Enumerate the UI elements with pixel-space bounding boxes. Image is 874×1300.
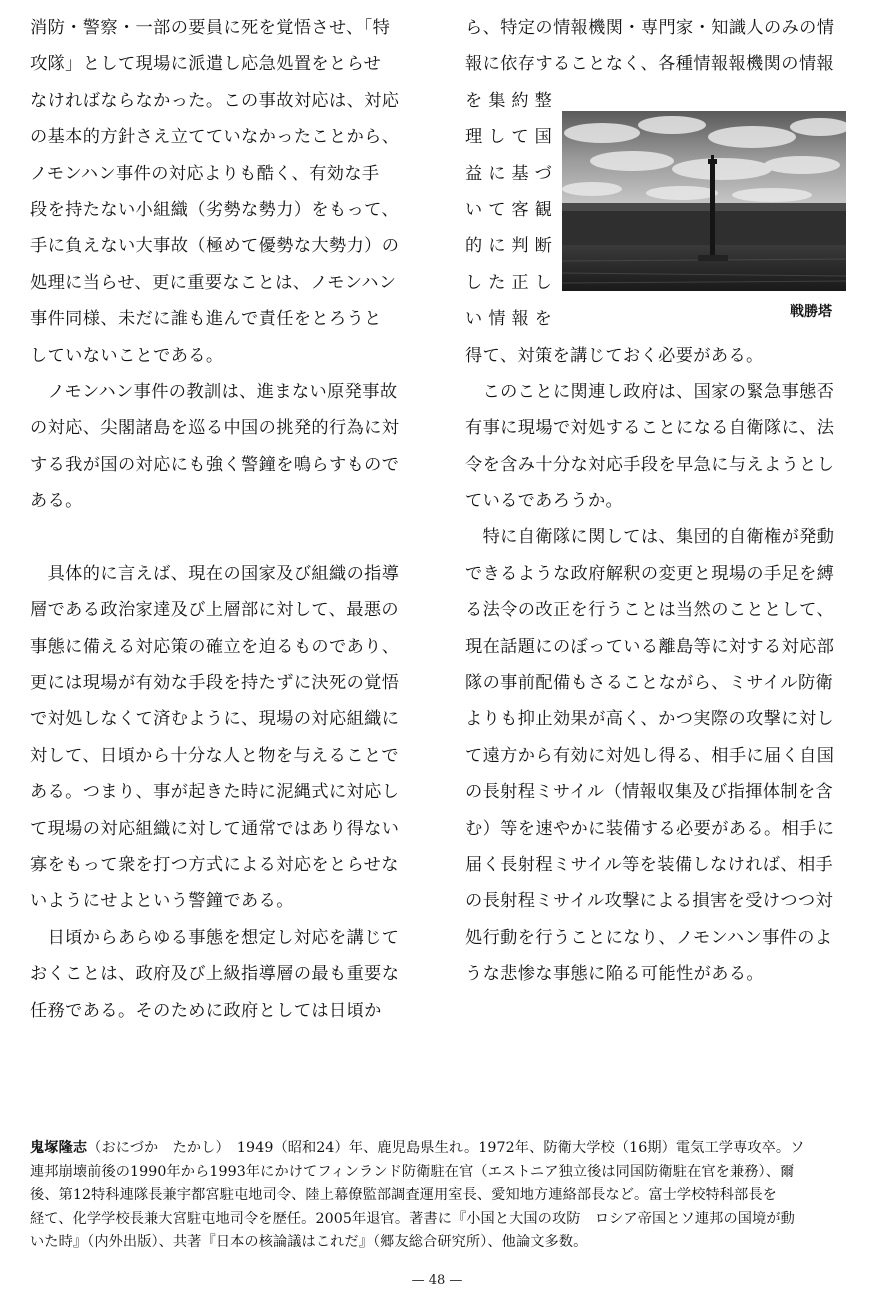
text-line: いようにせよという警鐘である。 <box>30 891 294 912</box>
text-line: ノモンハン事件の教訓は、進まない原発事故 <box>30 381 398 402</box>
bio-line-2: 連邦崩壊前後の1990年から1993年にかけてフィンランド防衛駐在官（エストニア独立後は同国防衛駐在官を兼務）、爾 <box>30 1163 795 1180</box>
text-line: おくことは、政府及び上級指導層の最も重要な <box>30 964 400 985</box>
text-line: よりも抑止効果が高く、かつ実際の攻撃に対し <box>465 709 834 730</box>
text-line: いて客観 <box>465 199 558 220</box>
monument-photo-icon <box>562 111 846 291</box>
text-line: できるような政府解釈の変更と現場の手足を縛 <box>465 563 835 584</box>
text-line: 処理に当らせ、更に重要なことは、ノモンハン <box>30 272 397 293</box>
bio-line-1: 鬼塚隆志（おにづか たかし） 1949（昭和24）年、鹿児島県生れ。1972年、防衛大学校（16期）電気工学専攻卒。ソ <box>30 1140 805 1156</box>
text-line: 日頃からあらゆる事態を想定し対応を講じて <box>30 927 400 948</box>
text-line: 的に判断 <box>465 236 558 257</box>
text-line: 任務である。そのために政府としては日頃か <box>30 1000 382 1021</box>
text-line: の長射程ミサイル（情報収集及び指揮体制を含 <box>465 782 834 803</box>
text-line: の基本的方針さえ立てていなかったことから、 <box>30 127 400 148</box>
author-bio <box>30 1137 850 1255</box>
text-line: 更には現場が有効な手段を持たずに決死の覚悟 <box>30 673 400 694</box>
text-line: を集約整 <box>465 90 558 111</box>
text-line: 事態に備える対応策の確立を迫るものであり、 <box>30 636 400 657</box>
text-line: このことに関連し政府は、国家の緊急事態否 <box>465 381 835 402</box>
text-line: て現場の対応組織に対して通常ではあり得ない <box>30 818 400 839</box>
text-line: ある。つまり、事が起きた時に泥縄式に対応し <box>30 782 400 803</box>
text-line: ノモンハン事件の対応よりも酷く、有効な手 <box>30 163 380 184</box>
text-line: 消防・警察・一部の要員に死を覚悟させ、「特 <box>30 18 391 38</box>
text-line: で対処しなくて済むように、現場の対応組織に <box>30 709 400 730</box>
bio-line-5: いた時』（内外出版）、共著『日本の核論議はこれだ』（郷友総合研究所）、他論文多数。 <box>30 1234 588 1251</box>
text-line: 届く長射程ミサイル等を装備しなければ、相手 <box>465 854 834 875</box>
text-line: ら、特定の情報機関・専門家・知識人のみの情 <box>465 18 835 38</box>
monument-photo <box>562 111 846 291</box>
text-line: した正し <box>465 272 558 293</box>
text-line: 令を含み十分な対応手段を早急に与えようとし <box>465 454 835 475</box>
text-line: 層である政治家達及び上層部に対して、最悪の <box>30 600 399 621</box>
text-line: む）等を速やかに装備する必要がある。相手に <box>465 818 835 839</box>
text-line: ているであろうか。 <box>465 491 624 512</box>
text-line: 事件同様、未だに誰も進んで責任をとろうと <box>30 309 382 330</box>
text-line: うな悲惨な事態に陥る可能性がある。 <box>465 964 764 985</box>
bio-line-3: 後、第12特科連隊長兼宇都宮駐屯地司令、陸上幕僚監部調査運用室長、愛知地方連絡部長など。富士学校特科部長を <box>30 1187 777 1204</box>
paragraph-gap <box>30 519 420 555</box>
text-line: 隊の事前配備もさることながら、ミサイル防衛 <box>465 673 834 694</box>
page-number: — 48 — <box>411 1273 463 1288</box>
text-line: ある。 <box>30 491 83 512</box>
text-line: い情報を <box>465 309 558 330</box>
text-line: 報に依存することなく、各種情報報機関の情報 <box>465 54 834 75</box>
text-line: 処行動を行うことになり、ノモンハン事件のよ <box>465 927 833 948</box>
text-line: の対応、尖閣諸島を巡る中国の挑発的行為に対 <box>30 418 400 439</box>
text-line: 特に自衛隊に関しては、集団的自衛権が発動 <box>465 527 835 548</box>
text-line: 有事に現場で対処することになる自衛隊に、法 <box>465 418 835 439</box>
left-column <box>30 10 420 1029</box>
text-line: て遠方から有効に対処し得る、相手に届く自国 <box>465 745 835 766</box>
text-line: る法令の改正を行うことは当然のこととして、 <box>465 600 834 621</box>
text-line: 理して国 <box>465 127 558 148</box>
text-line: の長射程ミサイル攻撃による損害を受けつつ対 <box>465 891 834 912</box>
text-line: する我が国の対応にも強く警鐘を鳴らすもので <box>30 454 400 475</box>
text-line: 段を持たない小組織（劣勢な勢力）をもって、 <box>30 199 399 220</box>
text-line: 対して、日頃から十分な人と物を与えることで <box>30 745 399 766</box>
figure-caption: 戦勝塔 <box>790 304 832 320</box>
text-line: 攻隊」として現場に派遣し応急処置をとらせ <box>30 54 382 75</box>
bio-line-4: 経て、化学学校長兼大宮駐屯地司令を歴任。2005年退官。著書に『小国と大国の攻防 ロシア帝国とソ連邦の国境が動 <box>30 1210 795 1227</box>
text-line: 寡をもって衆を打つ方式による対応をとらせな <box>30 854 399 875</box>
text-line: していないことである。 <box>30 345 224 366</box>
text-line: 現在話題にのぼっている離島等に対する対応部 <box>465 636 835 657</box>
text-line: 得て、対策を講じておく必要がある。 <box>465 345 764 366</box>
text-line: なければならなかった。この事故対応は、対応 <box>30 90 400 111</box>
text-line: 具体的に言えば、現在の国家及び組織の指導 <box>30 563 400 584</box>
text-line: 手に負えない大事故（極めて優勢な大勢力）の <box>30 236 400 257</box>
text-line: 益に基づ <box>465 163 558 184</box>
author-name: 鬼塚隆志 <box>30 1140 88 1156</box>
